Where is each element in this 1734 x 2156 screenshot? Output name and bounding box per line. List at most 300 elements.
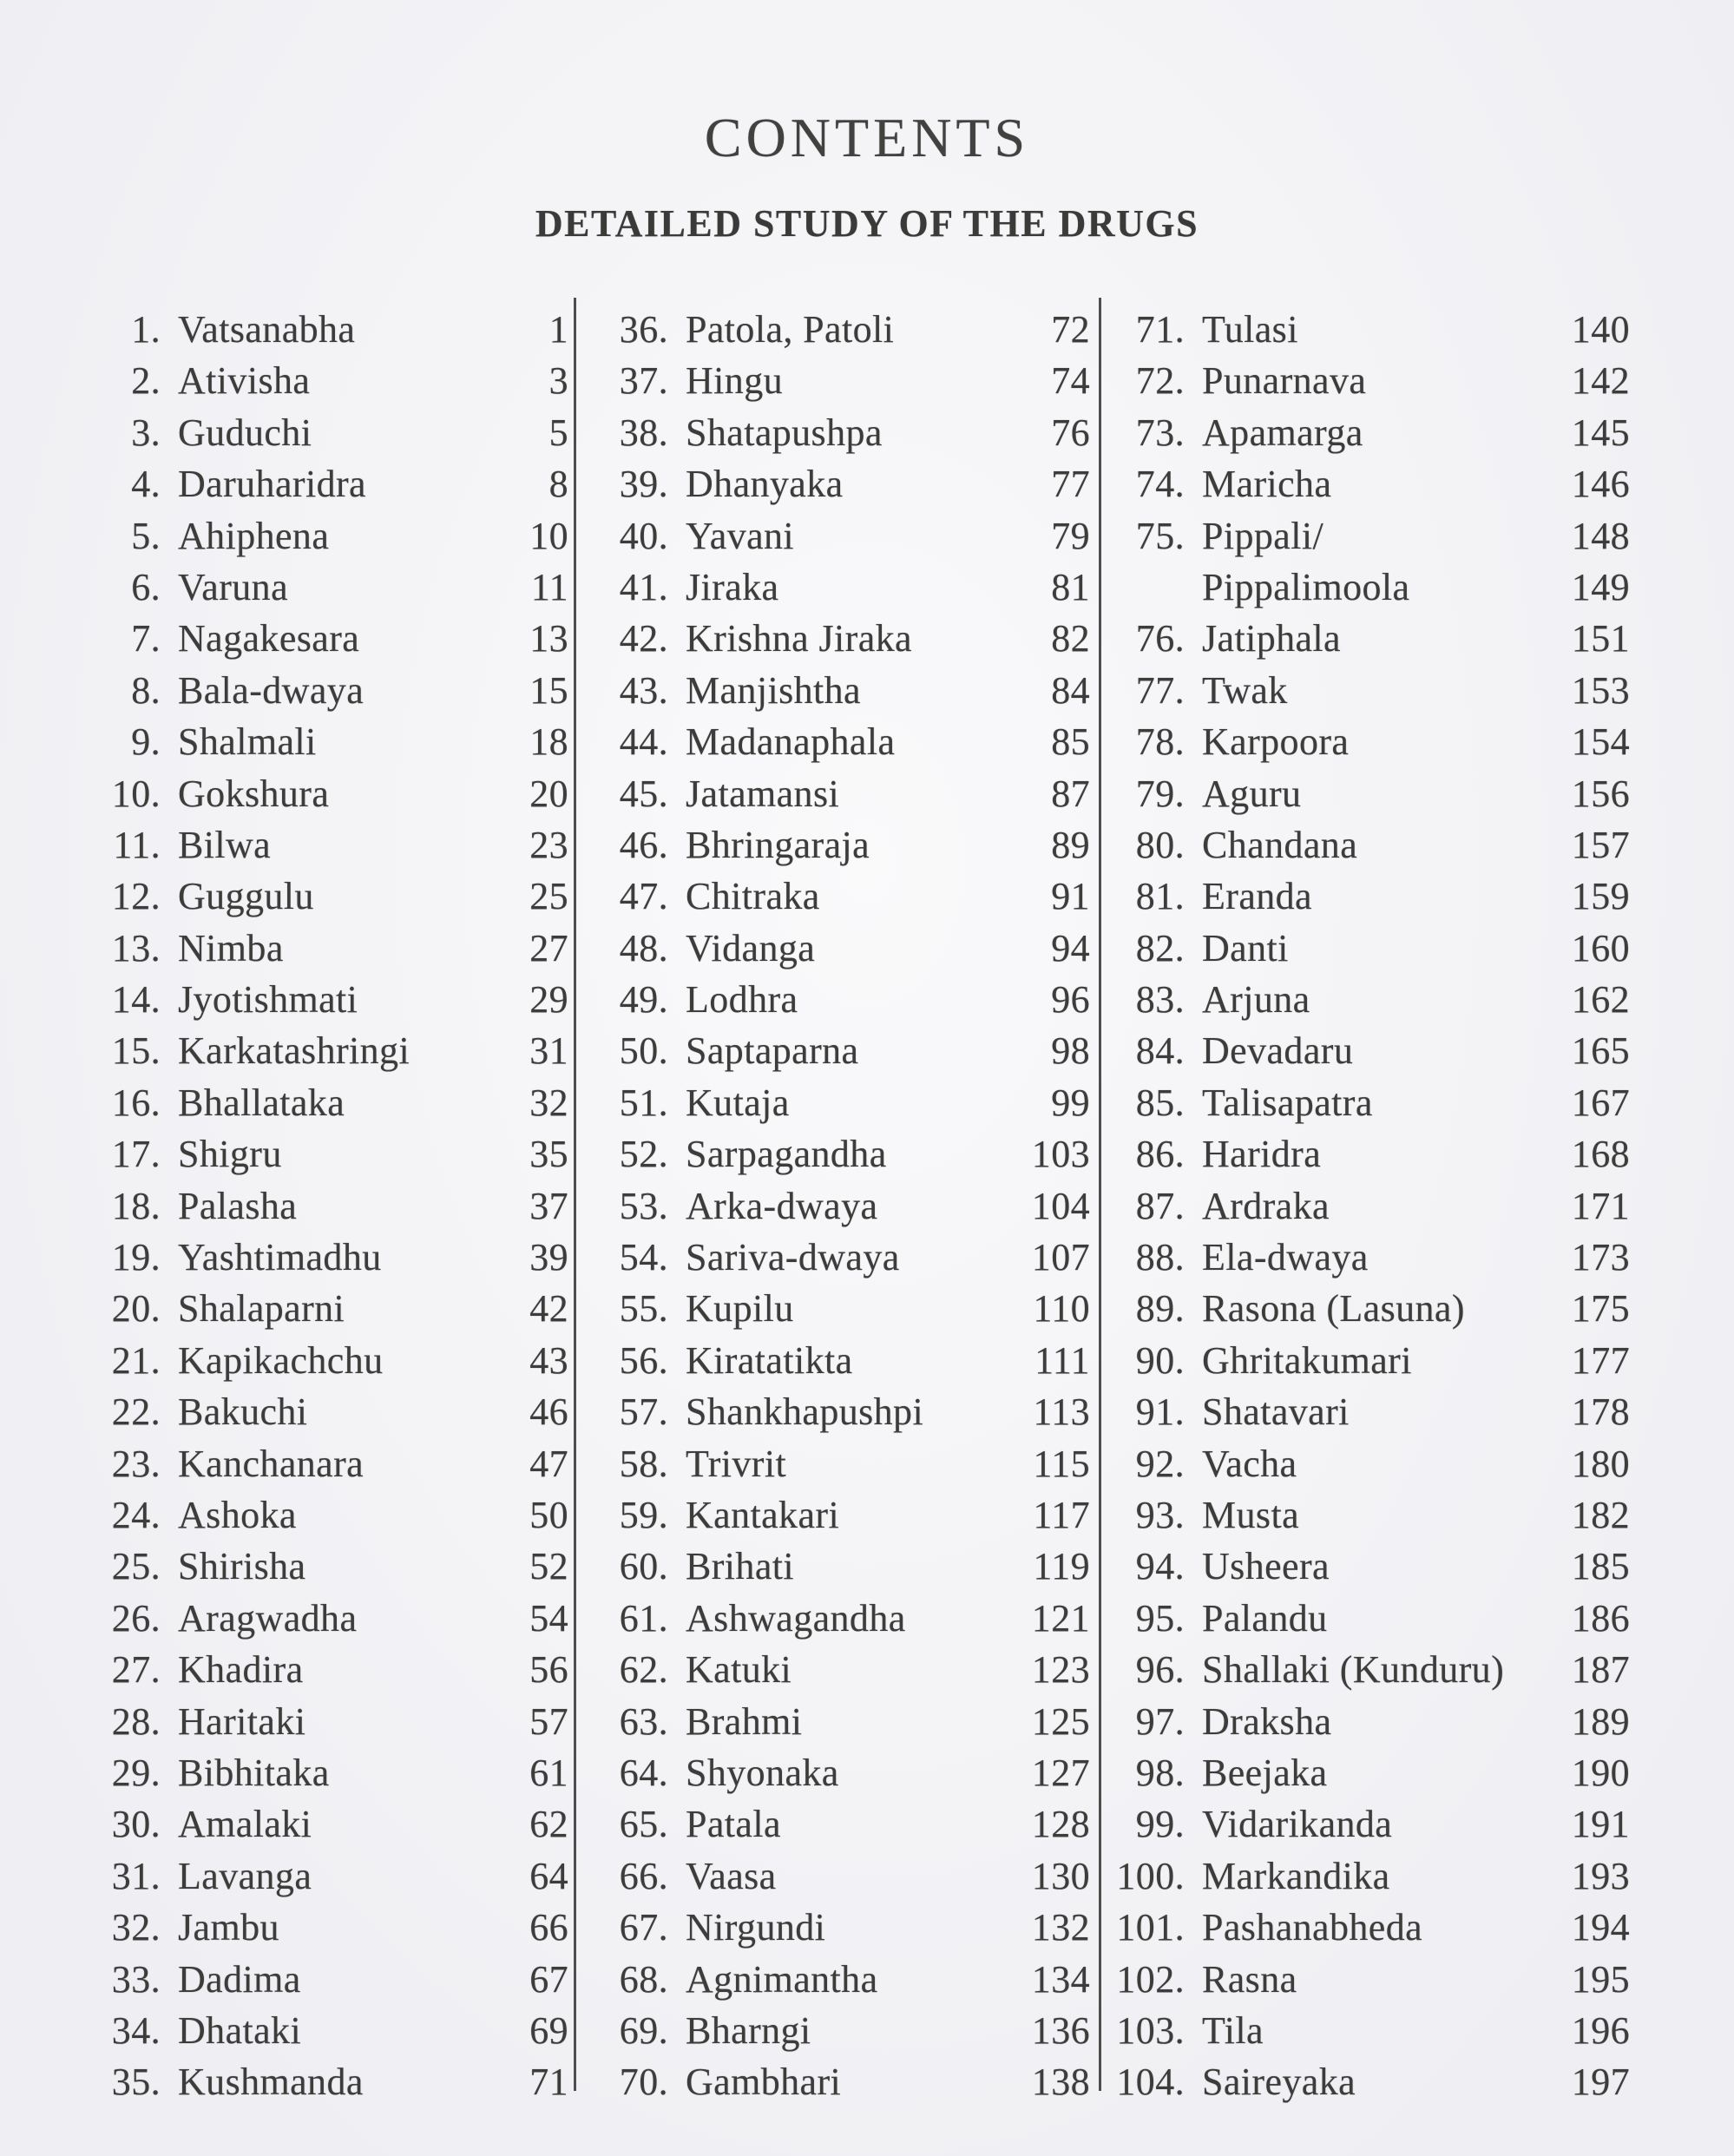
entry-name: Bakuchi	[178, 1390, 308, 1434]
entry-page: 138	[1031, 2061, 1090, 2104]
toc-column-3	[1113, 304, 1630, 2108]
entry-page: 128	[1031, 1803, 1090, 1846]
toc-entry	[52, 1335, 568, 1386]
entry-page: 196	[1571, 2008, 1630, 2052]
toc-entry	[52, 716, 568, 767]
entry-page: 173	[1571, 1236, 1630, 1279]
toc-entry	[1113, 768, 1630, 819]
entry-page: 168	[1571, 1133, 1630, 1176]
entry-name: Gambhari	[686, 2061, 842, 2104]
toc-entry	[608, 716, 1090, 767]
entry-number: 43.	[619, 668, 668, 712]
entry-name: Jambu	[178, 1906, 279, 1949]
entry-number: 12.	[111, 875, 161, 918]
entry-page: 32	[529, 1081, 568, 1124]
toc-entry	[608, 1128, 1090, 1180]
toc-entry	[1113, 1541, 1630, 1592]
entry-number: 59.	[619, 1493, 668, 1536]
toc-entry	[608, 613, 1090, 664]
toc-entry	[608, 1283, 1090, 1334]
toc-entry	[52, 819, 568, 871]
toc-entry	[1113, 1696, 1630, 1747]
entry-page: 5	[548, 411, 568, 454]
entry-name: Karkatashringi	[178, 1029, 411, 1073]
entry-page: 54	[529, 1596, 568, 1640]
toc-entry	[52, 2005, 568, 2056]
toc-entry	[52, 1283, 568, 1334]
entry-name: Jatamansi	[686, 772, 840, 815]
entry-page: 61	[529, 1751, 568, 1794]
entry-name: Trivrit	[686, 1442, 787, 1485]
entry-number: 5.	[131, 514, 161, 557]
entry-name: Agnimantha	[686, 1957, 878, 2001]
entry-page: 11	[530, 565, 568, 608]
entry-name: Ashoka	[178, 1493, 297, 1536]
toc-entry	[1113, 1489, 1630, 1541]
toc-entry	[52, 1232, 568, 1283]
entry-name: Kanchanara	[178, 1442, 365, 1485]
entry-number: 102.	[1116, 1957, 1185, 2001]
toc-entry	[608, 458, 1090, 509]
toc-entry	[1113, 1593, 1630, 1644]
entry-number: 67.	[619, 1906, 668, 1949]
entry-page: 37	[529, 1184, 568, 1227]
entry-name: Bharngi	[686, 2008, 811, 2052]
entry-name: Apamarga	[1202, 411, 1363, 454]
toc-entry	[52, 1593, 568, 1644]
toc-entry	[52, 407, 568, 458]
entry-number: 38.	[619, 411, 668, 454]
entry-page: 107	[1031, 1236, 1090, 1279]
entry-number: 48.	[619, 926, 668, 970]
entry-name: Talisapatra	[1202, 1081, 1373, 1124]
entry-number: 76.	[1135, 617, 1185, 661]
entry-number: 13.	[111, 926, 161, 970]
entry-page: 62	[529, 1803, 568, 1846]
entry-page: 167	[1571, 1081, 1630, 1124]
toc-entry	[52, 1541, 568, 1592]
entry-page: 50	[529, 1493, 568, 1536]
toc-entry	[1113, 1232, 1630, 1283]
entry-name: Shallaki (Kunduru)	[1202, 1648, 1505, 1692]
entry-number: 70.	[619, 2061, 668, 2104]
entry-page: 81	[1051, 565, 1090, 608]
toc-entry	[608, 2056, 1090, 2107]
entry-page: 89	[1051, 823, 1090, 866]
entry-page: 79	[1051, 514, 1090, 557]
entry-name: Pippalimoola	[1202, 565, 1410, 608]
entry-page: 182	[1571, 1493, 1630, 1536]
entry-page: 148	[1571, 514, 1630, 557]
toc-entry	[52, 1489, 568, 1541]
toc-entry	[608, 1593, 1090, 1644]
entry-number: 84.	[1135, 1029, 1185, 1073]
toc-entry	[608, 1902, 1090, 1953]
entry-page: 142	[1571, 359, 1630, 403]
entry-number: 100.	[1116, 1854, 1185, 1897]
toc-entry	[52, 510, 568, 562]
entry-page: 74	[1051, 359, 1090, 403]
entry-name: Guduchi	[178, 411, 312, 454]
entry-page: 134	[1031, 1957, 1090, 2001]
toc-entry	[52, 1954, 568, 2005]
entry-page: 175	[1571, 1287, 1630, 1331]
entry-page: 149	[1571, 565, 1630, 608]
entry-name: Hingu	[686, 359, 783, 403]
entry-number: 79.	[1135, 772, 1185, 815]
toc-entry	[52, 355, 568, 406]
toc-column-2	[608, 304, 1090, 2108]
entry-name: Gokshura	[178, 772, 330, 815]
entry-page: 194	[1571, 1906, 1630, 1949]
toc-entry	[52, 1128, 568, 1180]
entry-page: 160	[1571, 926, 1630, 970]
toc-entry	[52, 1798, 568, 1850]
entry-number: 69.	[619, 2008, 668, 2052]
toc-entry	[1113, 407, 1630, 458]
toc-entry	[608, 1232, 1090, 1283]
entry-number: 7.	[131, 617, 161, 661]
entry-number: 24.	[111, 1493, 161, 1536]
entry-name: Arka-dwaya	[686, 1184, 878, 1227]
entry-number: 75.	[1135, 514, 1185, 557]
entry-name: Yashtimadhu	[178, 1236, 382, 1279]
entry-page: 76	[1051, 411, 1090, 454]
entry-page: 67	[529, 1957, 568, 2001]
entry-number: 42.	[619, 617, 668, 661]
entry-number: 18.	[111, 1184, 161, 1227]
entry-page: 84	[1051, 668, 1090, 712]
entry-page: 189	[1571, 1699, 1630, 1743]
entry-name: Dadima	[178, 1957, 301, 2001]
toc-entry	[608, 871, 1090, 922]
toc-entry	[608, 1954, 1090, 2005]
entry-page: 72	[1051, 308, 1090, 351]
entry-number: 14.	[111, 978, 161, 1022]
entry-page: 103	[1031, 1133, 1090, 1176]
toc-entry	[52, 768, 568, 819]
toc-entry	[608, 1077, 1090, 1128]
entry-page: 195	[1571, 1957, 1630, 2001]
toc-entry	[1113, 1954, 1630, 2005]
entry-number: 22.	[111, 1390, 161, 1434]
entry-number: 97.	[1135, 1699, 1185, 1743]
entry-name: Shatavari	[1202, 1390, 1350, 1434]
entry-number: 56.	[619, 1338, 668, 1382]
entry-number: 63.	[619, 1699, 668, 1743]
entry-number: 19.	[111, 1236, 161, 1279]
entry-name: Shyonaka	[686, 1751, 839, 1794]
entry-name: Jyotishmati	[178, 978, 358, 1022]
entry-number: 10.	[111, 772, 161, 815]
entry-name: Vidarikanda	[1202, 1803, 1393, 1846]
entry-number: 88.	[1135, 1236, 1185, 1279]
entry-page: 153	[1571, 668, 1630, 712]
entry-name: Saptaparna	[686, 1029, 859, 1073]
entry-page: 15	[529, 668, 568, 712]
toc-entry	[52, 458, 568, 509]
entry-number: 2.	[131, 359, 161, 403]
toc-entry	[1113, 562, 1630, 613]
entry-name: Shirisha	[178, 1545, 306, 1588]
toc-entry	[52, 304, 568, 355]
entry-page: 18	[529, 720, 568, 764]
entry-name: Beejaka	[1202, 1751, 1328, 1794]
entry-number: 30.	[111, 1803, 161, 1846]
entry-name: Tulasi	[1202, 308, 1298, 351]
entry-number: 46.	[619, 823, 668, 866]
entry-name: Devadaru	[1202, 1029, 1354, 1073]
toc-entry	[608, 1180, 1090, 1232]
entry-name: Jatiphala	[1202, 617, 1341, 661]
entry-number: 77.	[1135, 668, 1185, 712]
entry-page: 29	[529, 978, 568, 1022]
entry-number: 89.	[1135, 1287, 1185, 1331]
entry-name: Ghritakumari	[1202, 1338, 1412, 1382]
entry-name: Guggulu	[178, 875, 314, 918]
entry-name: Shigru	[178, 1133, 282, 1176]
entry-name: Bala-dwaya	[178, 668, 365, 712]
entry-page: 64	[529, 1854, 568, 1897]
entry-name: Ahiphena	[178, 514, 330, 557]
toc-entry	[608, 510, 1090, 562]
entry-name: Haridra	[1202, 1133, 1322, 1176]
entry-page: 191	[1571, 1803, 1630, 1846]
entry-page: 52	[529, 1545, 568, 1588]
entry-page: 69	[529, 2008, 568, 2052]
entry-page: 23	[529, 823, 568, 866]
entry-name: Patala	[686, 1803, 781, 1846]
entry-page: 110	[1033, 1287, 1090, 1331]
entry-page: 123	[1031, 1648, 1090, 1692]
entry-name: Dhataki	[178, 2008, 302, 2052]
entry-name: Musta	[1202, 1493, 1299, 1536]
entry-page: 8	[548, 463, 568, 506]
toc-entry	[1113, 1386, 1630, 1437]
toc-entry	[608, 304, 1090, 355]
entry-name: Brihati	[686, 1545, 795, 1588]
toc-entry	[52, 923, 568, 974]
entry-number: 82.	[1135, 926, 1185, 970]
entry-number: 45.	[619, 772, 668, 815]
toc-entry	[52, 2056, 568, 2107]
toc-entry	[52, 1696, 568, 1747]
toc-entry	[52, 613, 568, 664]
toc-entry	[52, 562, 568, 613]
entry-name: Nagakesara	[178, 617, 360, 661]
entry-number: 52.	[619, 1133, 668, 1176]
entry-page: 91	[1051, 875, 1090, 918]
entry-page: 115	[1033, 1442, 1090, 1485]
entry-number: 25.	[111, 1545, 161, 1588]
entry-page: 43	[529, 1338, 568, 1382]
entry-number: 68.	[619, 1957, 668, 2001]
entry-page: 20	[529, 772, 568, 815]
entry-name: Patola, Patoli	[686, 308, 895, 351]
toc-entry	[1113, 304, 1630, 355]
entry-page: 35	[529, 1133, 568, 1176]
entry-page: 99	[1051, 1081, 1090, 1124]
entry-name: Rasna	[1202, 1957, 1297, 2001]
toc-entry	[52, 1077, 568, 1128]
entry-number: 32.	[111, 1906, 161, 1949]
toc-entry	[608, 1644, 1090, 1695]
entry-name: Vatsanabha	[178, 308, 356, 351]
entry-name: Sariva-dwaya	[686, 1236, 900, 1279]
entry-name: Krishna Jiraka	[686, 617, 912, 661]
entry-number: 73.	[1135, 411, 1185, 454]
toc-entry	[52, 665, 568, 716]
entry-name: Shankhapushpi	[686, 1390, 924, 1434]
entry-page: 159	[1571, 875, 1630, 918]
entry-name: Ardraka	[1202, 1184, 1330, 1227]
entry-page: 156	[1571, 772, 1630, 815]
entry-number: 99.	[1135, 1803, 1185, 1846]
entry-name: Lodhra	[686, 978, 798, 1022]
entry-name: Palandu	[1202, 1596, 1328, 1640]
entry-name: Nirgundi	[686, 1906, 826, 1949]
entry-number: 74.	[1135, 463, 1185, 506]
entry-name: Pashanabheda	[1202, 1906, 1423, 1949]
entry-number: 85.	[1135, 1081, 1185, 1124]
entry-number: 78.	[1135, 720, 1185, 764]
entry-name: Aragwadha	[178, 1596, 358, 1640]
toc-entry	[608, 1438, 1090, 1489]
entry-page: 77	[1051, 463, 1090, 506]
entry-name: Kutaja	[686, 1081, 790, 1124]
entry-number: 62.	[619, 1648, 668, 1692]
column-divider-2	[1099, 298, 1101, 2091]
toc-entry	[52, 1438, 568, 1489]
entry-number: 15.	[111, 1029, 161, 1073]
entry-name: Yavani	[686, 514, 795, 557]
entry-number: 23.	[111, 1442, 161, 1485]
toc-entry	[52, 871, 568, 922]
toc-entry	[52, 974, 568, 1025]
entry-name: Nimba	[178, 926, 284, 970]
entry-name: Sarpagandha	[686, 1133, 887, 1176]
entry-page: 25	[529, 875, 568, 918]
entry-page: 177	[1571, 1338, 1630, 1382]
entry-name: Saireyaka	[1202, 2061, 1356, 2104]
entry-number: 93.	[1135, 1493, 1185, 1536]
toc-entry	[608, 1798, 1090, 1850]
entry-name: Pippali/	[1202, 514, 1324, 557]
entry-number: 40.	[619, 514, 668, 557]
entry-page: 171	[1571, 1184, 1630, 1227]
entry-number: 9.	[131, 720, 161, 764]
entry-name: Vaasa	[686, 1854, 777, 1897]
entry-number: 86.	[1135, 1133, 1185, 1176]
entry-name: Shalaparni	[178, 1287, 345, 1331]
entry-number: 36.	[619, 308, 668, 351]
toc-entry	[1113, 1077, 1630, 1128]
entry-number: 96.	[1135, 1648, 1185, 1692]
entry-number: 66.	[619, 1854, 668, 1897]
entry-page: 104	[1031, 1184, 1090, 1227]
entry-name: Draksha	[1202, 1699, 1332, 1743]
toc-entry	[608, 1489, 1090, 1541]
entry-number: 51.	[619, 1081, 668, 1124]
toc-entry	[1113, 458, 1630, 509]
entry-page: 66	[529, 1906, 568, 1949]
entry-name: Kapikachchu	[178, 1338, 384, 1382]
entry-name: Katuki	[686, 1648, 792, 1692]
entry-page: 186	[1571, 1596, 1630, 1640]
entry-name: Ashwagandha	[686, 1596, 906, 1640]
entry-number: 71.	[1135, 308, 1185, 351]
toc-entry	[52, 1747, 568, 1798]
entry-number: 44.	[619, 720, 668, 764]
entry-number: 55.	[619, 1287, 668, 1331]
entry-number: 91.	[1135, 1390, 1185, 1434]
toc-entry	[1113, 1798, 1630, 1850]
entry-page: 46	[529, 1390, 568, 1434]
entry-name: Kupilu	[686, 1287, 794, 1331]
entry-number: 41.	[619, 565, 668, 608]
entry-name: Shalmali	[178, 720, 317, 764]
entry-number: 47.	[619, 875, 668, 918]
entry-number: 95.	[1135, 1596, 1185, 1640]
entry-number: 4.	[131, 463, 161, 506]
toc-entry	[1113, 974, 1630, 1025]
entry-number: 60.	[619, 1545, 668, 1588]
entry-page: 127	[1031, 1751, 1090, 1794]
entry-page: 56	[529, 1648, 568, 1692]
entry-name: Maricha	[1202, 463, 1332, 506]
entry-page: 136	[1031, 2008, 1090, 2052]
entry-name: Khadira	[178, 1648, 304, 1692]
entry-name: Kushmanda	[178, 2061, 364, 2104]
entry-page: 1	[548, 308, 568, 351]
entry-page: 82	[1051, 617, 1090, 661]
entry-name: Markandika	[1202, 1854, 1390, 1897]
entry-page: 146	[1571, 463, 1630, 506]
entry-number: 6.	[131, 565, 161, 608]
entry-number: 28.	[111, 1699, 161, 1743]
toc-entry	[608, 665, 1090, 716]
entry-name: Shatapushpa	[686, 411, 883, 454]
entry-page: 42	[529, 1287, 568, 1331]
entry-number: 101.	[1116, 1906, 1185, 1949]
toc-entry	[1113, 1438, 1630, 1489]
toc-entry	[1113, 1644, 1630, 1695]
toc-entry	[52, 1180, 568, 1232]
entry-number: 33.	[111, 1957, 161, 2001]
toc-entry	[52, 1644, 568, 1695]
toc-entry	[608, 1025, 1090, 1076]
entry-name: Chitraka	[686, 875, 820, 918]
entry-number: 65.	[619, 1803, 668, 1846]
entry-number: 39.	[619, 463, 668, 506]
toc-entry	[1113, 1283, 1630, 1334]
toc-entry	[52, 1386, 568, 1437]
entry-number: 34.	[111, 2008, 161, 2052]
toc-entry	[608, 819, 1090, 871]
entry-page: 10	[529, 514, 568, 557]
entry-page: 57	[529, 1699, 568, 1743]
entry-name: Bhallataka	[178, 1081, 345, 1124]
entry-name: Chandana	[1202, 823, 1358, 866]
toc-entry	[608, 1386, 1090, 1437]
toc-entry	[608, 1335, 1090, 1386]
entry-page: 178	[1571, 1390, 1630, 1434]
entry-page: 180	[1571, 1442, 1630, 1485]
toc-entry	[1113, 2056, 1630, 2107]
entry-page: 162	[1571, 978, 1630, 1022]
toc-entry	[1113, 1850, 1630, 1902]
entry-name: Bibhitaka	[178, 1751, 330, 1794]
